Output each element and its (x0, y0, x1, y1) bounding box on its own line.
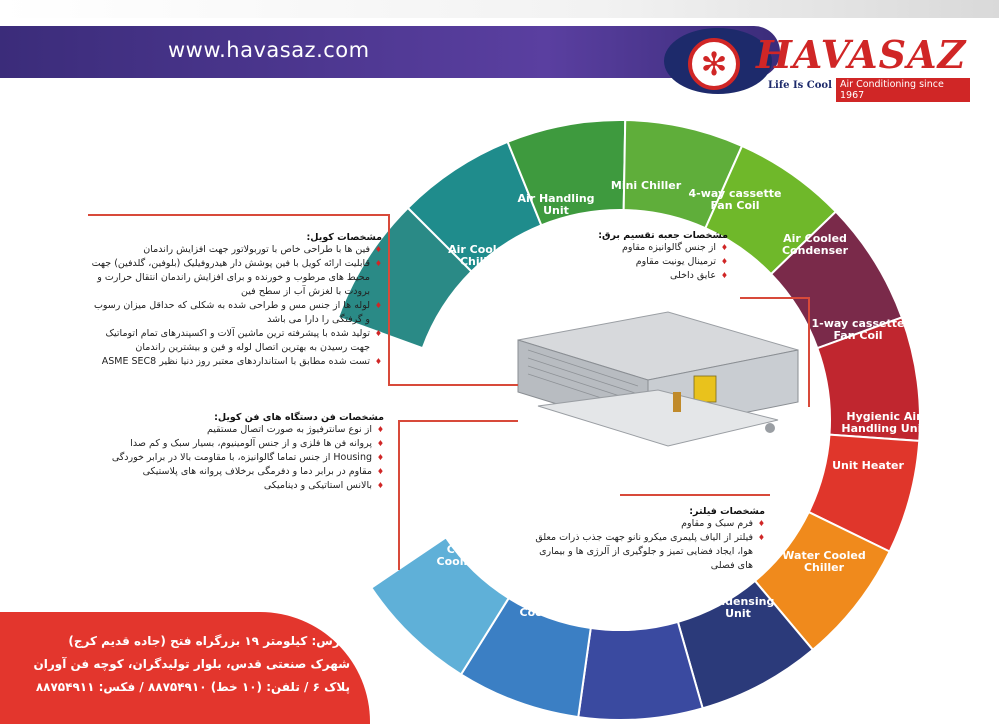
coil-spec-item: ♦ لوله ها از جنس مس و طراحی شده به شکلی که حداقل میزان رسوب و گرفتگی را دارا می باشد (90, 299, 382, 327)
coil-specs (90, 232, 382, 369)
segment-label: Unit Heater (832, 459, 904, 472)
fan-spec-item: ♦ پروانه فن ها فلزی و از جنس آلومینیوم، بسیار سبک و کم صدا (92, 437, 384, 451)
electrical-spec-item: ♦ از جنس گالوانیزه مقاوم (560, 241, 728, 255)
segment-label: 1-way cassette Fan Coil (811, 317, 905, 342)
address-line: شهرک صنعتی قدس، بلوار تولیدگران، کوچه فن آوران (33, 657, 350, 671)
coil-spec-item: ♦ قابلیت ارائه کویل با فین پوشش دار هیدروفیلیک (بلوفین، گلدفین) جهت محیط های مرطوب و خورنده و برای افزایش راندمان انتقال حرارت و برودت با لغزش آب از سطح فین (90, 257, 382, 299)
filter-connector-line (620, 494, 770, 496)
segment-label: Cubic Type Cooling Tower (436, 543, 524, 568)
website-link[interactable]: www.havasaz.com (168, 38, 370, 62)
fan-spec-item: ♦ از نوع سانترفیوژ به صورت اتصال مستقیم (92, 423, 384, 437)
fan-connector-line (398, 420, 518, 422)
fan-spec-item: ♦ بالانس استاتیکی و دینامیکی (92, 479, 384, 493)
coil-spec-item: ♦ فین ها با طراحی خاص با توربولاتور جهت افزایش راندمان (90, 243, 382, 257)
logo-slogan: Life Is Cool (768, 80, 832, 91)
fan-spec-item: ♦ Housing از جنس تماما گالوانیزه، با مقاومت بالا در برابر خوردگی (92, 451, 384, 465)
filter-specs (525, 506, 765, 573)
footer-address (20, 630, 350, 699)
electrical-spec-item: ♦ عایق داخلی (560, 269, 728, 283)
snowflake-icon: ✻ (688, 38, 740, 90)
segment-label: Condensing Unit (701, 595, 775, 620)
coil-spec-item: ♦ تولید شده با پیشرفته ترین ماشین آلات و اکسپندرهای تمام اتوماتیک جهت رسیدن به بهترین اتصال لوله و فین و بیشترین راندمان (90, 327, 382, 355)
coil-connector-vline (388, 214, 390, 384)
coil-connector-line-2 (388, 384, 518, 386)
coil-spec-item: ♦ تست شده مطابق با استانداردهای معتبر روز دنیا نظیر ASME SEC8 (90, 355, 382, 369)
segment-label: Air Handling Unit (517, 192, 595, 217)
segment-label: Hygienic Air Handling Unit (841, 410, 927, 435)
fan-specs (92, 412, 384, 493)
coil-connector-line (88, 214, 388, 216)
address-line: پلاک ۶ / تلفن: (۱۰ خط) ۸۸۷۵۴۹۱۰ / فکس: ۸۸۷۵۴۹۱۱ (35, 680, 350, 694)
logo-tagline: Air Conditioning since 1967 (836, 78, 970, 102)
electrical-box-specs (560, 230, 728, 283)
segment-label: Bottle Type Cooling Tower (519, 594, 607, 619)
electrical-box-title: مشخصات جعبه تقسیم برق: (598, 230, 728, 241)
address-line: آدرس: کیلومتر ۱۹ بزرگراه فتح (جاده قدیم کرج) (68, 634, 350, 648)
filter-specs-title: مشخصات فیلتر: (689, 506, 765, 517)
fan-coil-illustration (508, 310, 808, 460)
segment-label: 4-way cassette Fan Coil (688, 187, 782, 212)
segment-label: Air Cooled Chiller (448, 243, 512, 268)
footer-address-band (0, 612, 370, 724)
segment-label: Air Cooled Condenser (781, 232, 849, 257)
segment-label: Mini Chiller (610, 179, 682, 192)
coil-specs-title: مشخصات کویل: (306, 232, 382, 243)
elec-connector-vline (808, 297, 810, 407)
segment-label: Duct Fan Coil (607, 604, 689, 617)
elec-connector-line (740, 297, 810, 299)
segment-label: Water Cooled Chiller (782, 549, 866, 574)
fan-spec-item: ♦ مقاوم در برابر دما و دفرمگی برخلاف پروانه های پلاستیکی (92, 465, 384, 479)
fan-specs-title: مشخصات فن دستگاه های فن کویل: (214, 412, 384, 423)
fan-connector-vline (398, 420, 400, 570)
filter-spec-item: ♦ فیلتر از الیاف پلیمری میکرو نانو جهت جذب ذرات معلق هوا، ایجاد فضایی تمیز و جلوگیری از آلرژی ها و بیماری های فصلی (525, 531, 765, 573)
logo-wordmark: HAVASAZ (756, 32, 967, 77)
electrical-spec-item: ♦ ترمینال یونیت مقاوم (560, 255, 728, 269)
filter-spec-item: ♦ فرم سبک و مقاوم (525, 517, 765, 531)
